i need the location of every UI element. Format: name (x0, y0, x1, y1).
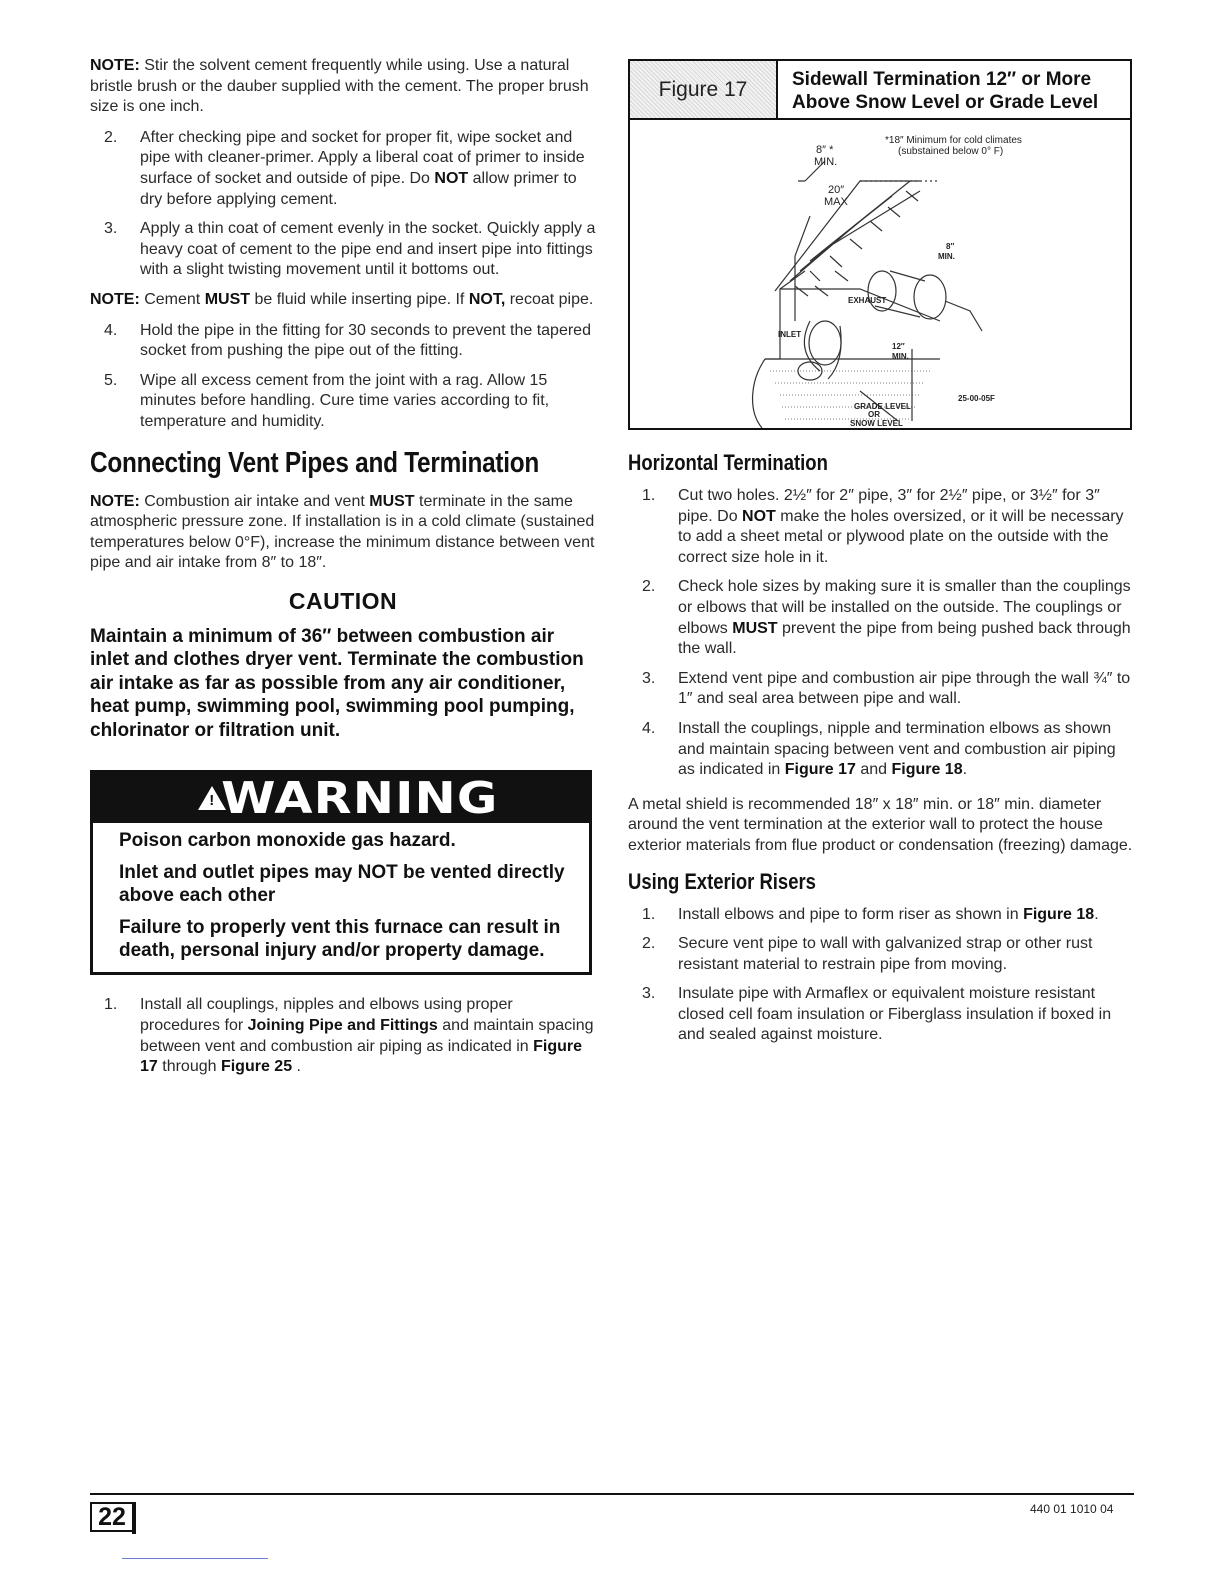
callout-max20-b: MAX (824, 196, 848, 208)
caution-heading: CAUTION (288, 587, 398, 614)
link-underline (122, 1558, 268, 1559)
list-item: 1. Install elbows and pipe to form riser as shown in Figure 18. (642, 905, 1099, 923)
risers-steps (628, 905, 1134, 1047)
callout-note18a: *18″ Minimum for cold climates (885, 135, 1022, 146)
list-item: 3. Extend vent pipe and combustion air pipe through the wall ¾″ to 1″ and seal area between pipe and wall. (642, 669, 1131, 708)
callout-inlet: INLET (778, 330, 802, 339)
page-number-shadow (132, 1502, 136, 1534)
list-item: 5. Wipe all excess cement from the joint with a rag. Allow 15 minutes before handling. Cure time varies according to fit, temperature and humidity. (104, 371, 550, 430)
note-solvent-cement: NOTE: Stir the solvent cement frequently while using. Use a natural bristle brush or the dauber supplied with the cement. The proper brush size is one inch. (90, 57, 589, 116)
note-pressure-zone: NOTE: Combustion air intake and vent MUST terminate in the same atmospheric pressure zone. If installation is in a cold climate (sustained temperatures below 0°F), increase the minimum distance between vent pipe and air intake from 8″ to 18″. (90, 492, 595, 572)
list-item: 2. After checking pipe and socket for proper fit, wipe socket and pipe with cleaner-primer. Apply a liberal coat of primer to inside surface of socket and outside of pipe. Do NOT allow primer to dry before applying cement. (104, 128, 585, 208)
callout-note18b: (substained below 0° F) (898, 146, 1004, 157)
figure-title: Sidewall Termination 12″ or More Above Snow Level or Grade Level (792, 69, 1099, 113)
page-number: 22 (90, 1502, 134, 1532)
section-title: Connecting Vent Pipes and Termination (90, 446, 540, 479)
steps-list-c (90, 995, 596, 1077)
warning-line: Inlet and outlet pipes may NOT be vented directly above each other (119, 862, 565, 907)
warning-line: Failure to properly vent this furnace can result in death, personal injury and/or property damage. (119, 917, 561, 962)
callout-exhaust: EXHAUST (848, 296, 887, 305)
horizontal-steps (628, 486, 1134, 781)
sidewall-termination-diagram (630, 121, 1130, 428)
exterior-risers-title: Using Exterior Risers (628, 868, 816, 894)
figure-header (630, 61, 1130, 120)
list-item: 2. Secure vent pipe to wall with galvanized strap or other rust resistant material to restrain pipe from moving. (642, 935, 1093, 973)
callout-min8: 8″ * (816, 144, 834, 156)
callout-min8-b: MIN. (814, 156, 838, 168)
left-column (90, 56, 596, 1087)
callout-min8r: 8″ (946, 242, 955, 251)
steps-list-a (90, 128, 596, 281)
document-number: 440 01 1010 04 (1030, 1502, 1114, 1516)
metal-shield-paragraph: A metal shield is recommended 18″ x 18″ min. or 18″ min. diameter around the vent termination at the exterior wall to protect the house exterior materials from flue product or condensation (freezing) damage. (628, 795, 1133, 854)
right-column (628, 59, 1134, 1055)
list-item: 3. Apply a thin coat of cement evenly in the socket. Quickly apply a heavy coat of cement to the pipe end and insert pipe into fittings with a slight twisting movement until it bottoms out. (104, 220, 596, 279)
callout-max20: 20″ (828, 184, 845, 196)
horizontal-termination-title: Horizontal Termination (628, 450, 828, 475)
callout-min12: 12″ (892, 342, 905, 351)
note-cement-fluid: NOTE: Cement MUST be fluid while inserting pipe. If NOT, recoat pipe. (90, 290, 594, 308)
list-item: 4. Install the couplings, nipple and termination elbows as shown and maintain spacing between vent and combustion air piping as indicated in Figure 17 and Figure 18. (642, 719, 1116, 779)
figure-code: 25-00-05F (958, 394, 995, 403)
warning-header (93, 773, 589, 823)
steps-list-b (90, 321, 596, 433)
list-item: 1. Install all couplings, nipples and elbows using proper procedures for Joining Pipe and Fittings and maintain spacing between vent and combustion air piping as indicated in Figure 17 through Figure 25 . (104, 996, 594, 1076)
callout-min12-b: MIN. (892, 352, 909, 361)
warning-triangle-icon: ! (198, 786, 226, 810)
list-item: 2. Check hole sizes by making sure it is smaller than the couplings or elbows that will be installed on the outside. The couplings or elbows MUST prevent the pipe from being pushed back through the wall. (642, 578, 1131, 658)
list-item: 3. Insulate pipe with Armaflex or equivalent moisture resistant closed cell foam insulation or Fiberglass insulation if boxed in and sealed against moisture. (642, 985, 1112, 1044)
list-item: 1. Cut two holes. 2½″ for 2″ pipe, 3″ for 2½″ pipe, or 3½″ for 3″ pipe. Do NOT make the holes oversized, or it will be necessary to add a sheet metal or plywood plate on the outside with the correct size hole in it. (642, 487, 1124, 566)
warning-title: WARNING (221, 772, 499, 824)
callout-min8r-b: MIN. (938, 252, 955, 261)
footer-rule (90, 1493, 1134, 1495)
figure-17 (628, 59, 1132, 430)
caution-text: Maintain a minimum of 36″ between combustion air inlet and clothes dryer vent. Terminate the combustion air intake as far as possible from any air conditioner, heat pump, swimming pool, swimming pool pumping, chlorinator or filtration unit. (90, 625, 584, 741)
callout-grade-2: OR (868, 410, 880, 419)
warning-box (90, 770, 592, 975)
callout-grade-3: SNOW LEVEL (850, 419, 903, 428)
warning-line: Poison carbon monoxide gas hazard. (119, 830, 456, 852)
list-item: 4. Hold the pipe in the fitting for 30 seconds to prevent the tapered socket from pushing the pipe out of the fitting. (104, 321, 591, 360)
warning-body (93, 823, 589, 972)
callout-grade-1: GRADE LEVEL (854, 402, 911, 411)
figure-label: Figure 17 (630, 61, 778, 118)
